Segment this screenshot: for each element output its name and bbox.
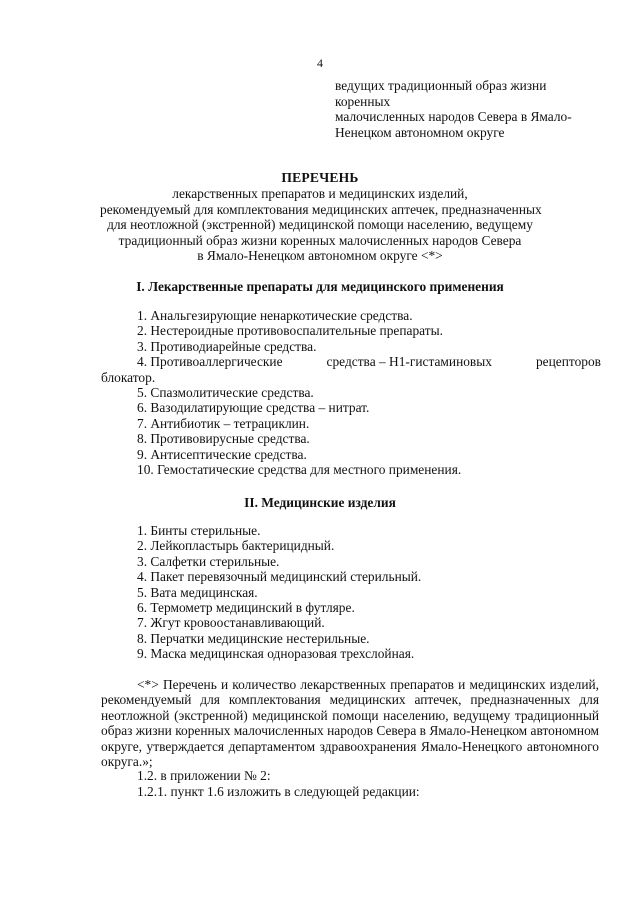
list-item: 5. Спазмолитические средства. (137, 385, 314, 401)
subtitle-line: для неотложной (экстренной) медицинской помощи населению, ведущему (107, 217, 533, 233)
section-1-list (101, 308, 601, 477)
list-item (101, 354, 601, 369)
list-item: 4. Пакет перевязочный медицинский стерильный. (137, 569, 422, 585)
list-item: 5. Вата медицинская. (137, 584, 258, 600)
appendix-header (335, 78, 605, 140)
footnote-paragraph (101, 677, 599, 769)
header-line: Ненецком автономном округе (335, 124, 505, 140)
list-item: 8. Перчатки медицинские нестерильные. (137, 630, 370, 646)
subtitle-line: в Ямало-Ненецком автономном округе <*> (197, 248, 443, 264)
header-line: коренных (335, 93, 391, 109)
list-item: 7. Антибиотик – тетрациклин. (137, 415, 310, 431)
subtitle-line: лекарственных препаратов и медицинских изделий, (172, 186, 468, 201)
list-item-part: рецепторов (535, 354, 601, 370)
page-number: 4 (317, 56, 323, 70)
header-line: малочисленных народов Севера в Ямало- (335, 109, 572, 125)
list-item-part: средства – Н1-гистаминовых (326, 354, 492, 370)
list-item: 6. Вазодилатирующие средства – нитрат. (137, 400, 370, 416)
subtitle-line: рекомендуемый для комплектования медицинских аптечек, предназначенных (100, 201, 542, 217)
list-item: 2. Нестероидные противовоспалительные препараты. (137, 323, 443, 339)
list-item: 9. Антисептические средства. (137, 446, 307, 462)
list-item: 6. Термометр медицинский в футляре. (137, 600, 355, 616)
list-item: 3. Салфетки стерильные. (137, 553, 280, 569)
list-item: 1. Анальгезирующие ненаркотические средства. (137, 308, 413, 323)
list-item: 9. Маска медицинская одноразовая трехслойная. (137, 646, 415, 662)
section-1-heading: I. Лекарственные препараты для медицинского применения (136, 279, 504, 294)
header-line: ведущих традиционный образ жизни (335, 78, 547, 93)
footnote-text: <*> Перечень и количество лекарственных препаратов и медицинских изделий, рекомендуемый для комплектования медицинских аптечек, предназначенных для неотложной (экстренной) медицинской помощи населению, ведущему традиционный образ жизни коренных малочисленных народов Севера в Ямало-Ненецком автономном округе, утверждается департаментом здравоохранения Ямало-Ненецкого автономного округа.»; (101, 677, 599, 770)
list-item: 10. Гемостатические средства для местного применения. (137, 462, 462, 478)
document-subtitle (100, 186, 540, 264)
list-item: 8. Противовирусные средства. (137, 431, 310, 447)
clause-1-2: 1.2. в приложении № 2: (137, 768, 271, 783)
list-item: 1. Бинты стерильные. (137, 523, 261, 538)
document-title: ПЕРЕЧЕНЬ (281, 170, 359, 185)
list-item-part: 4. Противоаллергические (137, 354, 283, 370)
subtitle-line: традиционный образ жизни коренных малочисленных народов Севера (118, 232, 522, 248)
clause-1-2-1: 1.2.1. пункт 1.6 изложить в следующей редакции: (137, 784, 420, 799)
section-2-heading: II. Медицинские изделия (244, 495, 396, 510)
list-item-continuation: блокатор. (101, 369, 156, 385)
list-item: 3. Противодиарейные средства. (137, 338, 317, 354)
section-2-list (101, 523, 601, 662)
list-item: 2. Лейкопластырь бактерицидный. (137, 538, 335, 554)
list-item: 7. Жгут кровоостанавливающий. (137, 615, 325, 631)
